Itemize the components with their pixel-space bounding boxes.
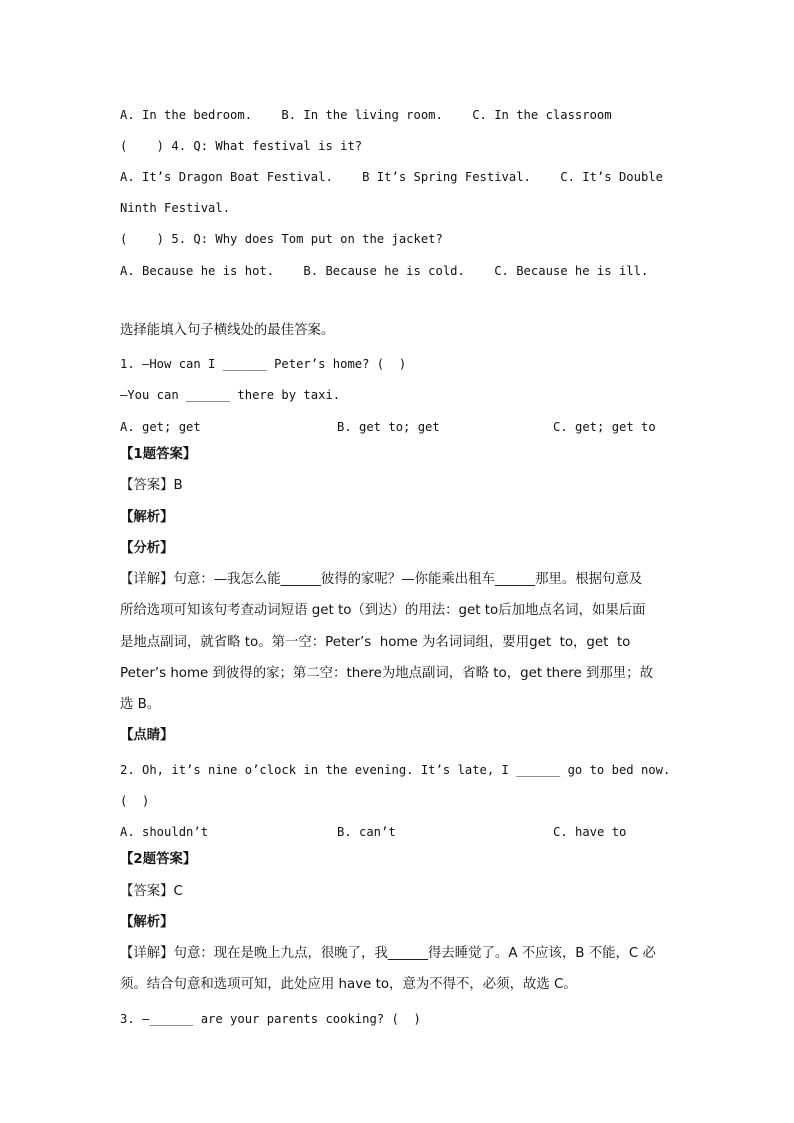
q1-option-c: C. get; get to [553, 420, 656, 434]
section-instruction: 选择能填入句子横线处的最佳答案。 [120, 323, 335, 338]
q1-detail-line4: Peter’s home 到彼得的家；第二空：there为地点副词，省略 to，get there 到那里；故 [120, 666, 653, 681]
q2-stem: 2. Oh, it’s nine o’clock in the evening. It’s late, I ______ go to bed now. [120, 763, 671, 777]
q1-detail-line3: 是地点副词，就省略 to。第一空：Peter’s home 为名词词组，要用get to，get to [120, 635, 631, 650]
q1-option-a: A. get; get [120, 420, 201, 434]
q1-answer-header: 【1题答案】 [120, 447, 197, 462]
q1-analysis-header: 【解析】 [120, 510, 174, 525]
q2-detail-line1: 【详解】句意：现在是晚上九点，很晚了，我______得去睡觉了。A 不应该，B 不能，C 必 [120, 946, 656, 961]
q2-option-c: C. have to [553, 825, 627, 839]
listening-q5-options: A. Because he is hot. B. Because he is cold. C. Because he is ill. [120, 264, 649, 278]
q2-detail-line2: 须。结合句意和选项可知，此处应用 have to，意为不得不，必须，故选 C。 [120, 977, 577, 992]
q1-stem: 1. —How can I ______ Peter’s home? ( ) [120, 357, 407, 371]
q2-answer-header: 【2题答案】 [120, 852, 197, 867]
listening-q3-options: A. In the bedroom. B. In the living room. C. In the classroom [120, 108, 612, 122]
q1-stem-reply: —You can ______ there by taxi. [120, 388, 341, 402]
q2-option-a: A. shouldn’t [120, 825, 209, 839]
q2-analysis-header: 【解析】 [120, 915, 174, 930]
q2-answer: 【答案】C [120, 884, 183, 899]
q1-dianjing-header: 【点睛】 [120, 728, 174, 743]
listening-q4-question: ( ) 4. Q: What festival is it? [120, 139, 363, 153]
q3-stem: 3. —______ are your parents cooking? ( ) [120, 1012, 421, 1026]
q1-detail-line2: 所给选项可知该句考查动词短语 get to（到达）的用法：get to后加地点名词，如果后面 [120, 603, 646, 618]
q2-stem-bracket: ( ) [120, 794, 150, 808]
q1-answer: 【答案】B [120, 478, 183, 493]
listening-q4-options: A. It’s Dragon Boat Festival. B It’s Spring Festival. C. It’s Double [120, 170, 663, 184]
listening-q5-question: ( ) 5. Q: Why does Tom put on the jacket? [120, 232, 443, 246]
q1-detail-line5: 选 B。 [120, 697, 161, 712]
listening-q4-options-continued: Ninth Festival. [120, 201, 231, 215]
q1-option-b: B. get to; get [337, 420, 440, 434]
q1-fenxi-header: 【分析】 [120, 541, 174, 556]
q2-option-b: B. can’t [337, 825, 396, 839]
q1-detail-line1: 【详解】句意：—我怎么能______彼得的家呢？—你能乘出租车______那里。根据句意及 [120, 572, 643, 587]
